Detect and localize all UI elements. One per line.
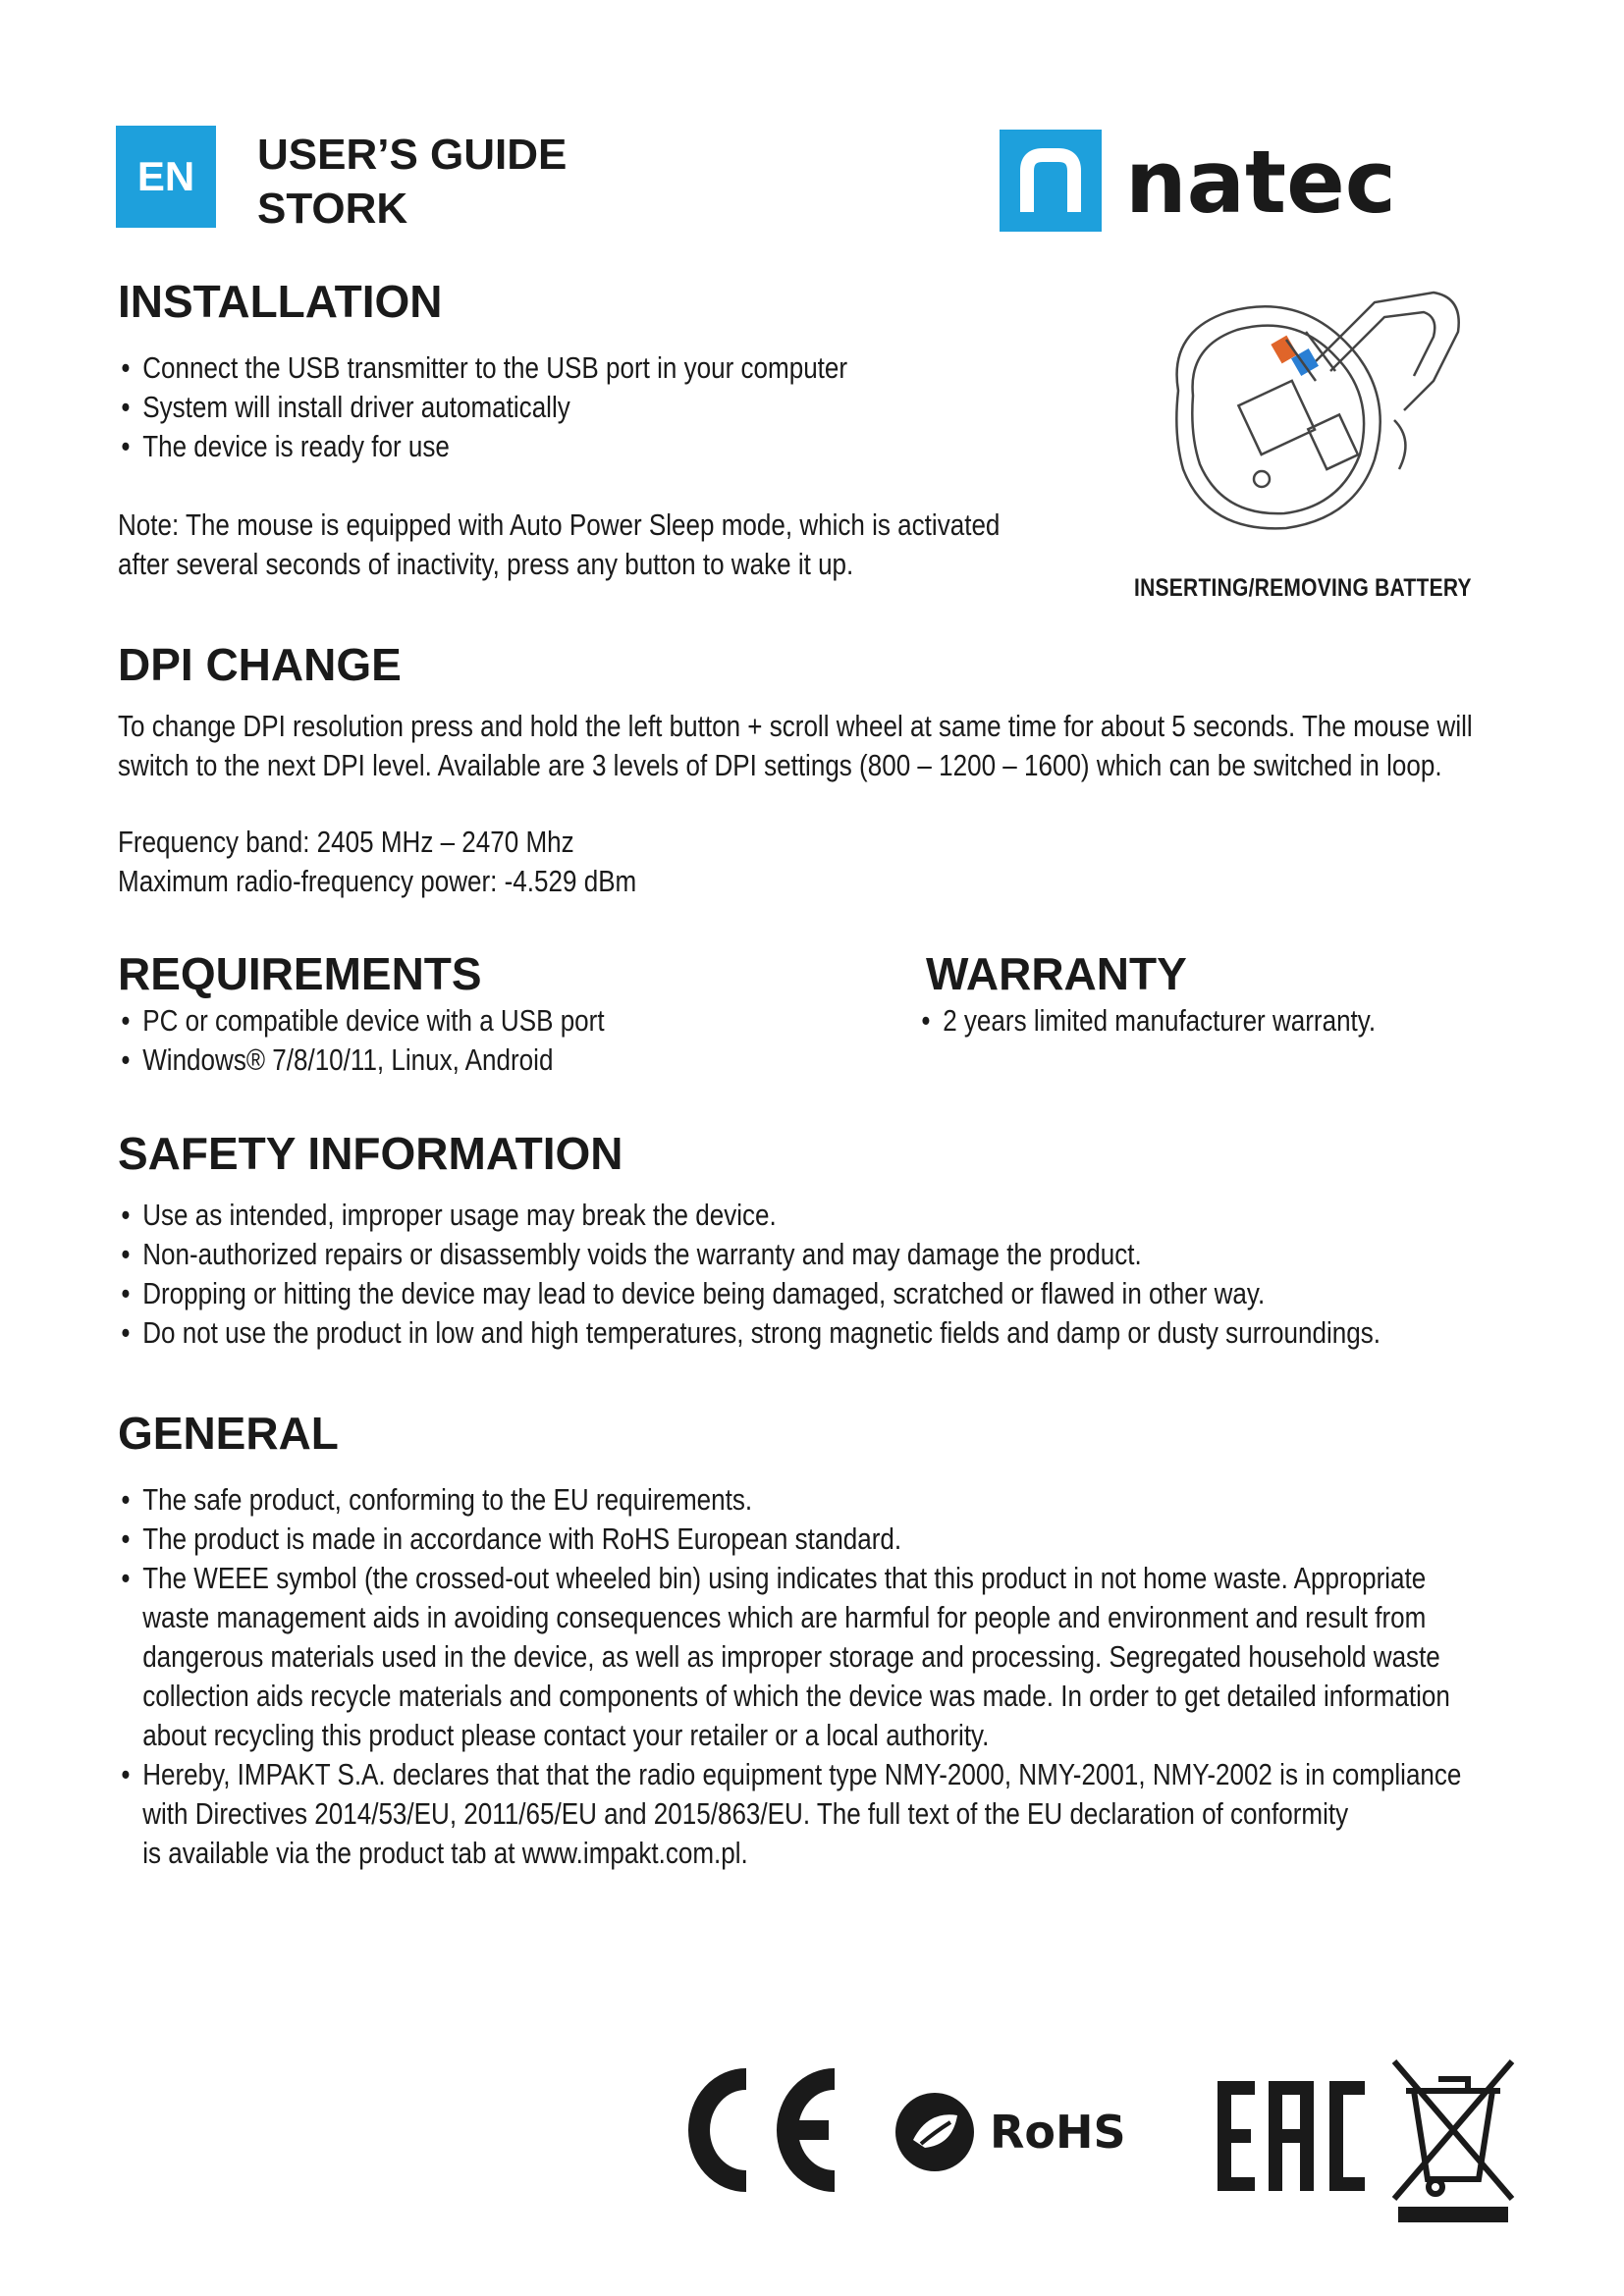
brand-wordmark: natec [1125, 132, 1396, 233]
note-line: Note: The mouse is equipped with Auto Power Sleep mode, which is activated [118, 507, 1001, 542]
weee-bin-icon [1394, 2061, 1512, 2222]
guide-title-line1: USER’S GUIDE [257, 131, 568, 179]
list-item [118, 1559, 1602, 1755]
radio-power: Maximum radio-frequency power: -4.529 dBm [118, 864, 637, 898]
general-list [118, 1480, 1602, 1873]
list-item [118, 1755, 1602, 1873]
weee-line: about recycling this product please contact your retailer or a local authority. [142, 1718, 990, 1752]
safety-heading: SAFETY INFORMATION [118, 1128, 623, 1179]
rohs-label: RoHS [990, 2106, 1126, 2159]
dpi-line: To change DPI resolution press and hold the left button + scroll wheel at same time for about 5 seconds. The mouse will [118, 709, 1473, 743]
list-item: • Use as intended, improper usage may break the device. [118, 1196, 1602, 1235]
list-item: • Connect the USB transmitter to the USB port in your computer [118, 348, 1066, 388]
warranty-heading: WARRANTY [926, 948, 1187, 999]
weee-line: • The WEEE symbol (the crossed-out wheeled bin) using indicates that this product in not home waste. Appropriate [142, 1561, 1427, 1595]
eac-mark-icon [1218, 2081, 1365, 2191]
list-item: • PC or compatible device with a USB port [118, 1001, 860, 1041]
note-line: after several seconds of inactivity, press any button to wake it up. [118, 547, 854, 581]
list-item: • The product is made in accordance with RoHS European standard. [118, 1520, 1602, 1559]
language-badge [116, 126, 216, 228]
rohs-badge-icon [895, 2093, 1126, 2171]
declaration-line: • Hereby, IMPAKT S.A. declares that that the radio equipment type NMY-2000, NMY-2001, NMY-2002 is in compliance [142, 1757, 1462, 1791]
requirements-heading: REQUIREMENTS [118, 948, 482, 999]
dpi-description [118, 707, 1602, 785]
radio-specs [118, 823, 1108, 901]
declaration-line: is available via the product tab at www.impakt.com.pl. [142, 1836, 748, 1870]
general-heading: GENERAL [118, 1408, 339, 1459]
list-item: • System will install driver automatically [118, 388, 1066, 427]
list-item: • The safe product, conforming to the EU requirements. [118, 1480, 1602, 1520]
natec-logo [1000, 128, 1510, 240]
list-item: • Windows® 7/8/10/11, Linux, Android [118, 1041, 860, 1080]
declaration-line: with Directives 2014/53/EU, 2011/65/EU and 2015/863/EU. The full text of the EU declaration of conformity [142, 1796, 1349, 1831]
weee-line: dangerous materials used in the device, as well as improper storage and processing. Segregated household waste [142, 1639, 1440, 1674]
language-badge-label: EN [136, 153, 195, 199]
list-item: • The device is ready for use [118, 427, 1066, 466]
warranty-list [918, 1001, 1578, 1041]
list-item: • Non-authorized repairs or disassembly voids the warranty and may damage the product. [118, 1235, 1602, 1274]
dpi-line: switch to the next DPI level. Available are 3 levels of DPI settings (800 – 1200 – 1600) which can be switched in loop. [118, 748, 1442, 782]
frequency-band: Frequency band: 2405 MHz – 2470 Mhz [118, 825, 574, 859]
battery-figure-caption: INSERTING/REMOVING BATTERY [1134, 574, 1472, 602]
requirements-list [118, 1001, 860, 1080]
guide-title-line2: STORK [257, 185, 408, 233]
list-item: • Do not use the product in low and high temperatures, strong magnetic fields and damp or dusty surroundings. [118, 1313, 1602, 1353]
battery-insertion-illustration [1139, 273, 1483, 553]
weee-line: collection aids recycle materials and components of which the device was made. In order to get detailed information [142, 1679, 1450, 1713]
dpi-heading: DPI CHANGE [118, 639, 402, 690]
weee-line: waste management aids in avoiding consequences which are harmful for people and environment and result from [142, 1600, 1427, 1634]
list-item: • 2 years limited manufacturer warranty. [918, 1001, 1578, 1041]
certification-marks [668, 2042, 1532, 2233]
safety-list [118, 1196, 1602, 1353]
installation-note [118, 506, 1066, 584]
list-item: • Dropping or hitting the device may lead to device being damaged, scratched or flawed in other way. [118, 1274, 1602, 1313]
installation-heading: INSTALLATION [118, 276, 443, 327]
ce-mark-icon [699, 2079, 835, 2181]
installation-list [118, 348, 1066, 466]
guide-title [257, 128, 567, 236]
